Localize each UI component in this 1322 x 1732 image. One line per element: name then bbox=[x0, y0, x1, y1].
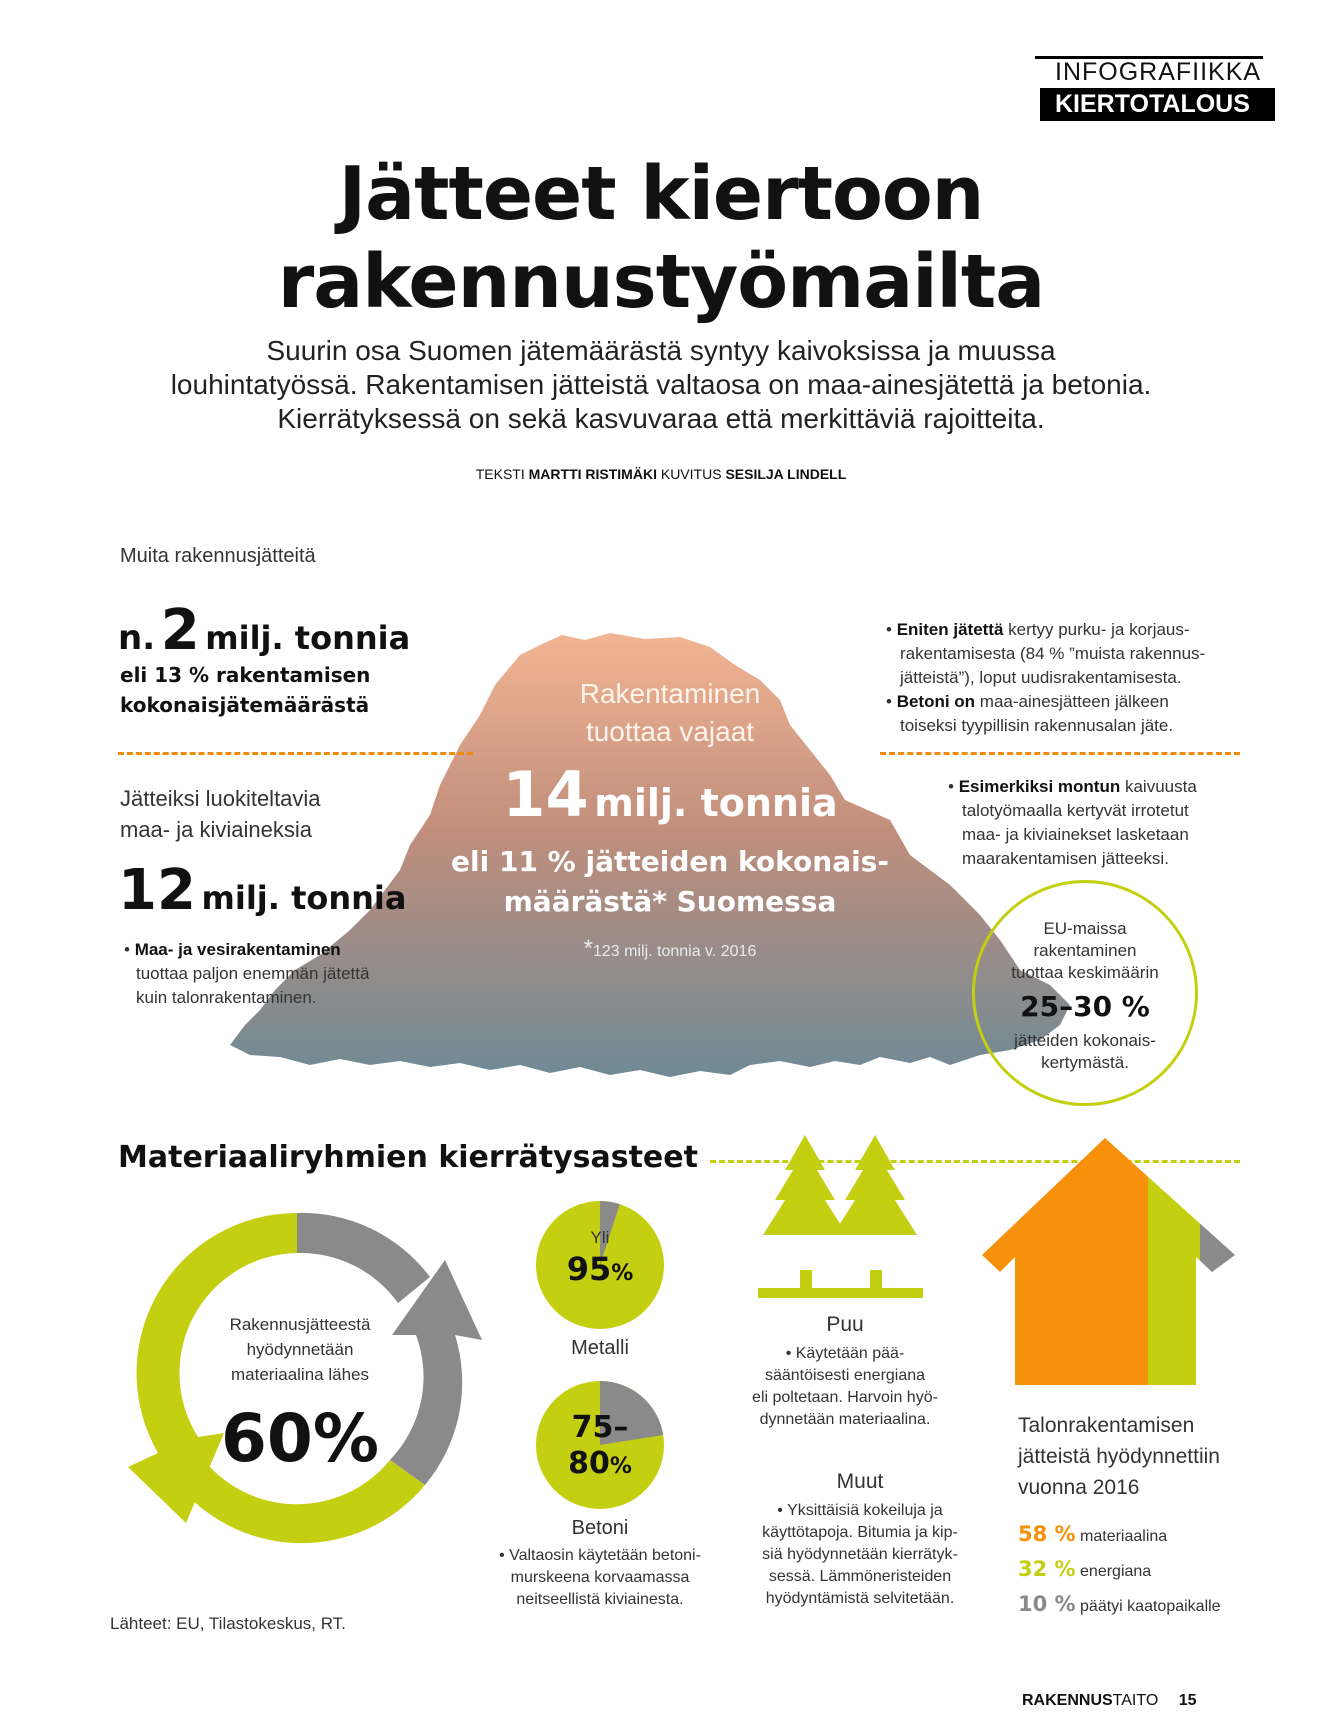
concrete-value bbox=[535, 1410, 665, 1486]
note1-bold: Eniten jätettä bbox=[896, 620, 1004, 639]
metal-prefix: Yli bbox=[590, 1228, 610, 1247]
note3-bold: Esimerkiksi montun bbox=[958, 777, 1121, 796]
tree-right bbox=[833, 1135, 917, 1235]
section2-title: Materiaaliryhmien kierrätysasteet bbox=[118, 1140, 698, 1175]
trees-icon bbox=[755, 1130, 935, 1300]
left-bottom-bullet bbox=[124, 938, 369, 1010]
house-title bbox=[1018, 1410, 1220, 1503]
note3-rest: kaivuusta bbox=[1120, 777, 1197, 796]
house-title-1: Talonrakentamisen bbox=[1018, 1414, 1195, 1437]
metal-number: 95 bbox=[566, 1250, 612, 1288]
footnote-text: 123 milj. tonnia v. 2016 bbox=[592, 943, 757, 960]
house-stat-3-value: 10 % bbox=[1018, 1592, 1076, 1616]
ring-grey-top bbox=[297, 1213, 430, 1303]
lead-line-2: louhintatyössä. Rakentamisen jätteistä valtaosa on maa-ainesjätettä ja betonia. bbox=[170, 369, 1152, 400]
left-top-number: 2 bbox=[160, 598, 200, 663]
page-number: 15 bbox=[1178, 1692, 1197, 1709]
brand bbox=[1022, 1692, 1197, 1710]
eu-line-1: EU-maissa bbox=[1043, 919, 1127, 938]
left-top-desc-1: eli 13 % rakentamisen bbox=[120, 663, 371, 687]
note2-rest: maa-ainesjätteen jälkeen bbox=[975, 692, 1169, 711]
house-stat-2 bbox=[1018, 1553, 1221, 1588]
house-stat-1-value: 58 % bbox=[1018, 1522, 1076, 1546]
lead bbox=[0, 334, 1322, 436]
left-top-desc-2: kokonaisjätemäärästä bbox=[120, 693, 370, 717]
left-bottom-bullet-3: kuin talonrakentaminen. bbox=[136, 988, 317, 1007]
note3-line-4: maarakentamisen jätteeksi. bbox=[962, 849, 1169, 868]
eu-line-4: jätteiden kokonais- bbox=[1014, 1031, 1156, 1050]
concrete-bullet-2: murskeena korvaamassa bbox=[510, 1569, 690, 1586]
note3-line-2: talotyömaalla kertyvät irrotetut bbox=[962, 801, 1189, 820]
title-line-1: Jätteet kiertoon bbox=[338, 151, 984, 237]
wood-bullet-2: sääntöisesti energiana bbox=[764, 1367, 926, 1384]
lead-line-1: Suurin osa Suomen jätemäärästä syntyy kaivoksissa ja muussa bbox=[266, 335, 1056, 366]
left-bottom-label-1: Jätteiksi luokiteltavia bbox=[120, 786, 321, 811]
credit-text-label: TEKSTI bbox=[475, 466, 525, 482]
concrete-value-1: 75– bbox=[571, 1410, 629, 1445]
metal-label: Metalli bbox=[571, 1337, 629, 1359]
left-top-figure bbox=[118, 598, 410, 663]
mountain-line-1: Rakentaminen bbox=[579, 678, 761, 709]
metal-pct: % bbox=[611, 1261, 634, 1286]
page-title bbox=[0, 150, 1322, 326]
note2-bold: Betoni on bbox=[896, 692, 976, 711]
house-orange bbox=[980, 1130, 1148, 1390]
wood-bullet-1: • Käytetään pää- bbox=[715, 1343, 975, 1365]
mountain-intro bbox=[520, 675, 820, 751]
tree-ground bbox=[758, 1288, 923, 1298]
mountain-footnote bbox=[520, 935, 820, 963]
wood-bullet bbox=[715, 1343, 975, 1431]
credit-illu-label: KUVITUS bbox=[660, 466, 722, 482]
concrete-bullet-1: • Valtaosin käytetään betoni- bbox=[470, 1545, 730, 1567]
kicker: INFOGRAFIIKKA bbox=[1055, 58, 1262, 86]
wood-label: Puu bbox=[826, 1313, 864, 1336]
house-title-3: vuonna 2016 bbox=[1018, 1476, 1140, 1499]
note3-line-3: maa- ja kiviainekset lasketaan bbox=[962, 825, 1189, 844]
concrete-pct: % bbox=[609, 1454, 632, 1479]
tree-left bbox=[763, 1135, 847, 1235]
concrete-label: Betoni bbox=[571, 1517, 629, 1539]
left-bottom-figure bbox=[118, 858, 406, 923]
other-bullet bbox=[725, 1500, 995, 1610]
wood-bullet-4: dynnetään materiaalina. bbox=[759, 1411, 931, 1428]
house-stat-1 bbox=[1018, 1518, 1221, 1553]
eu-value: 25–30 % bbox=[1020, 990, 1150, 1023]
eu-circle-text bbox=[972, 918, 1198, 1074]
concrete-bullet-3: neitseellistä kiviainesta. bbox=[516, 1591, 684, 1608]
house-stat-3 bbox=[1018, 1588, 1221, 1623]
recycle-line-2: hyödynnetään bbox=[246, 1340, 354, 1359]
left-bottom-unit: milj. tonnia bbox=[201, 879, 407, 917]
house-stat-2-value: 32 % bbox=[1018, 1557, 1076, 1581]
house-icon bbox=[980, 1130, 1240, 1390]
mountain-desc bbox=[440, 842, 900, 922]
mountain-number: 14 bbox=[502, 758, 589, 831]
divider-right bbox=[880, 752, 1240, 755]
other-bullet-2: käyttötapoja. Bitumia ja kip- bbox=[762, 1524, 958, 1541]
other-bullet-3: siä hyödynnetään kierrätyk- bbox=[762, 1546, 958, 1563]
note2-line-2: toiseksi tyypillisin rakennusalan jäte. bbox=[900, 716, 1174, 735]
left-bottom-label bbox=[120, 783, 321, 845]
house-grey bbox=[1200, 1130, 1240, 1390]
brand-bold: RAKENNUS bbox=[1022, 1692, 1113, 1709]
note1-line-2: rakentamisesta (84 % ”muista rakennus- bbox=[900, 644, 1206, 663]
left-top-desc bbox=[120, 660, 370, 720]
wood-bullet-3: eli poltetaan. Harvoin hyö- bbox=[752, 1389, 938, 1406]
left-bottom-bullet-bold: Maa- ja vesirakentaminen bbox=[134, 940, 341, 959]
note1-rest: kertyy purku- ja korjaus- bbox=[1003, 620, 1190, 639]
mountain-line-2: tuottaa vajaat bbox=[585, 716, 755, 747]
house-stat-1-label: materiaalina bbox=[1080, 1528, 1168, 1545]
mountain-desc-1: eli 11 % jätteiden kokonais- bbox=[451, 845, 889, 878]
recycle-line-3: materiaalina lähes bbox=[231, 1365, 369, 1384]
other-bullet-4: sessä. Lämmöneristeiden bbox=[768, 1568, 952, 1585]
right-notes-bottom bbox=[948, 775, 1197, 871]
mountain-desc-2: määrästä* Suomessa bbox=[503, 885, 837, 918]
house-stats bbox=[1018, 1518, 1221, 1623]
brand-light: TAITO bbox=[1112, 1692, 1159, 1709]
other-bullet-5: hyödyntämistä selvitetään. bbox=[765, 1590, 955, 1607]
note1-line-3: jätteistä”), loput uudisrakentamisesta. bbox=[900, 668, 1182, 687]
other-label: Muut bbox=[836, 1470, 884, 1493]
credit-illu-name: SESILJA LINDELL bbox=[725, 466, 847, 482]
tree-trunk-left bbox=[800, 1270, 812, 1288]
left-top-label: Muita rakennusjätteitä bbox=[120, 545, 316, 567]
credits bbox=[0, 466, 1322, 482]
left-top-prefix: n. bbox=[118, 618, 156, 658]
right-notes-top bbox=[886, 618, 1205, 738]
house-title-2: jätteistä hyödynnettiin bbox=[1018, 1445, 1220, 1468]
house-stat-3-label: päätyi kaatopaikalle bbox=[1080, 1598, 1221, 1615]
concrete-value-2: 80 bbox=[568, 1446, 610, 1481]
eu-line-2: rakentaminen bbox=[1033, 941, 1137, 960]
title-line-2: rakennustyömailta bbox=[277, 239, 1045, 325]
recycle-line-1: Rakennusjätteestä bbox=[229, 1315, 371, 1334]
recycle-value: 60% bbox=[221, 1400, 379, 1477]
other-bullet-1: • Yksittäisiä kokeiluja ja bbox=[725, 1500, 995, 1522]
lead-line-3: Kierrätyksessä on sekä kasvuvaraa että merkittäviä rajoitteita. bbox=[277, 403, 1045, 434]
left-bottom-bullet-2: tuottaa paljon enemmän jätettä bbox=[136, 964, 370, 983]
eu-line-5: kertymästä. bbox=[1041, 1053, 1129, 1072]
house-lime bbox=[1148, 1130, 1200, 1390]
sources: Lähteet: EU, Tilastokeskus, RT. bbox=[110, 1614, 346, 1633]
left-bottom-label-2: maa- ja kiviaineksia bbox=[120, 817, 312, 842]
concrete-bullet bbox=[470, 1545, 730, 1611]
mountain-figure bbox=[440, 758, 900, 831]
recycle-text bbox=[200, 1312, 400, 1387]
left-top-unit: milj. tonnia bbox=[205, 619, 411, 657]
left-bottom-number: 12 bbox=[118, 858, 196, 923]
divider-left bbox=[118, 752, 473, 755]
tree-trunk-right bbox=[870, 1270, 882, 1288]
credit-text-name: MARTTI RISTIMÄKI bbox=[528, 466, 657, 482]
metal-value bbox=[535, 1250, 665, 1288]
mountain-unit: milj. tonnia bbox=[594, 781, 838, 825]
footnote-star: * bbox=[583, 935, 593, 962]
eu-line-3: tuottaa keskimäärin bbox=[1011, 963, 1159, 982]
section-tag: KIERTOTALOUS bbox=[1040, 88, 1275, 121]
house-stat-2-label: energiana bbox=[1080, 1563, 1152, 1580]
